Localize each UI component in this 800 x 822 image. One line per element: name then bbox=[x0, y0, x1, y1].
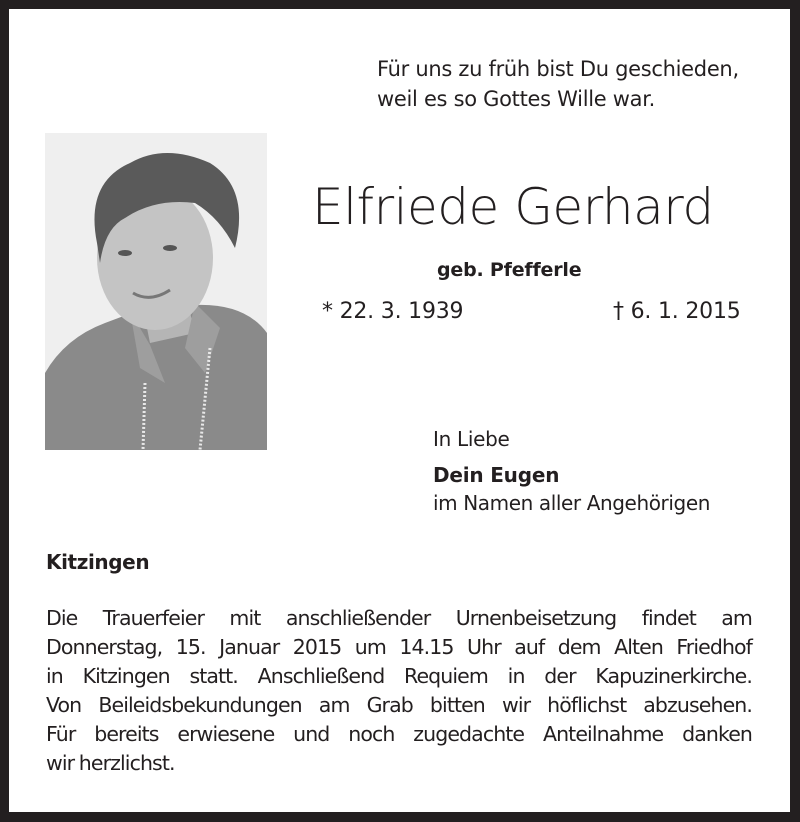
motto-line-1: Für uns zu früh bist Du geschieden, bbox=[377, 57, 739, 81]
body-line: wir herzlichst. bbox=[46, 751, 175, 775]
birth-date: * 22. 3. 1939 bbox=[322, 299, 464, 324]
motto-line-2: weil es so Gottes Wille war. bbox=[377, 87, 655, 111]
body-line: Von Beileidsbekundungen am Grab bitten wir höflichst abzusehen. bbox=[46, 693, 752, 717]
death-date: † 6. 1. 2015 bbox=[613, 299, 741, 324]
body-line: Die Trauerfeier mit anschließender Urnenbeisetzung findet am bbox=[46, 606, 752, 630]
maiden-name: geb. Pfefferle bbox=[437, 259, 582, 281]
body-line: Donnerstag, 15. Januar 2015 um 14.15 Uhr auf dem Alten Friedhof bbox=[46, 635, 752, 659]
signer-name: Dein Eugen bbox=[433, 463, 560, 487]
body-line: in Kitzingen statt. Anschließend Requiem in der Kapuzinerkirche. bbox=[46, 664, 752, 688]
motto-verse bbox=[377, 54, 739, 114]
place-heading: Kitzingen bbox=[46, 550, 150, 574]
portrait-image bbox=[45, 133, 267, 450]
portrait-photo bbox=[45, 133, 267, 450]
closing-phrase: In Liebe bbox=[433, 427, 510, 451]
obituary-notice bbox=[9, 9, 790, 812]
ceremony-details bbox=[46, 604, 752, 778]
deceased-name: Elfriede Gerhard bbox=[312, 178, 714, 236]
body-line: Für bereits erwiesene und noch zugedachte Anteilnahme danken bbox=[46, 722, 752, 746]
signer-note: im Namen aller Angehörigen bbox=[433, 491, 711, 515]
